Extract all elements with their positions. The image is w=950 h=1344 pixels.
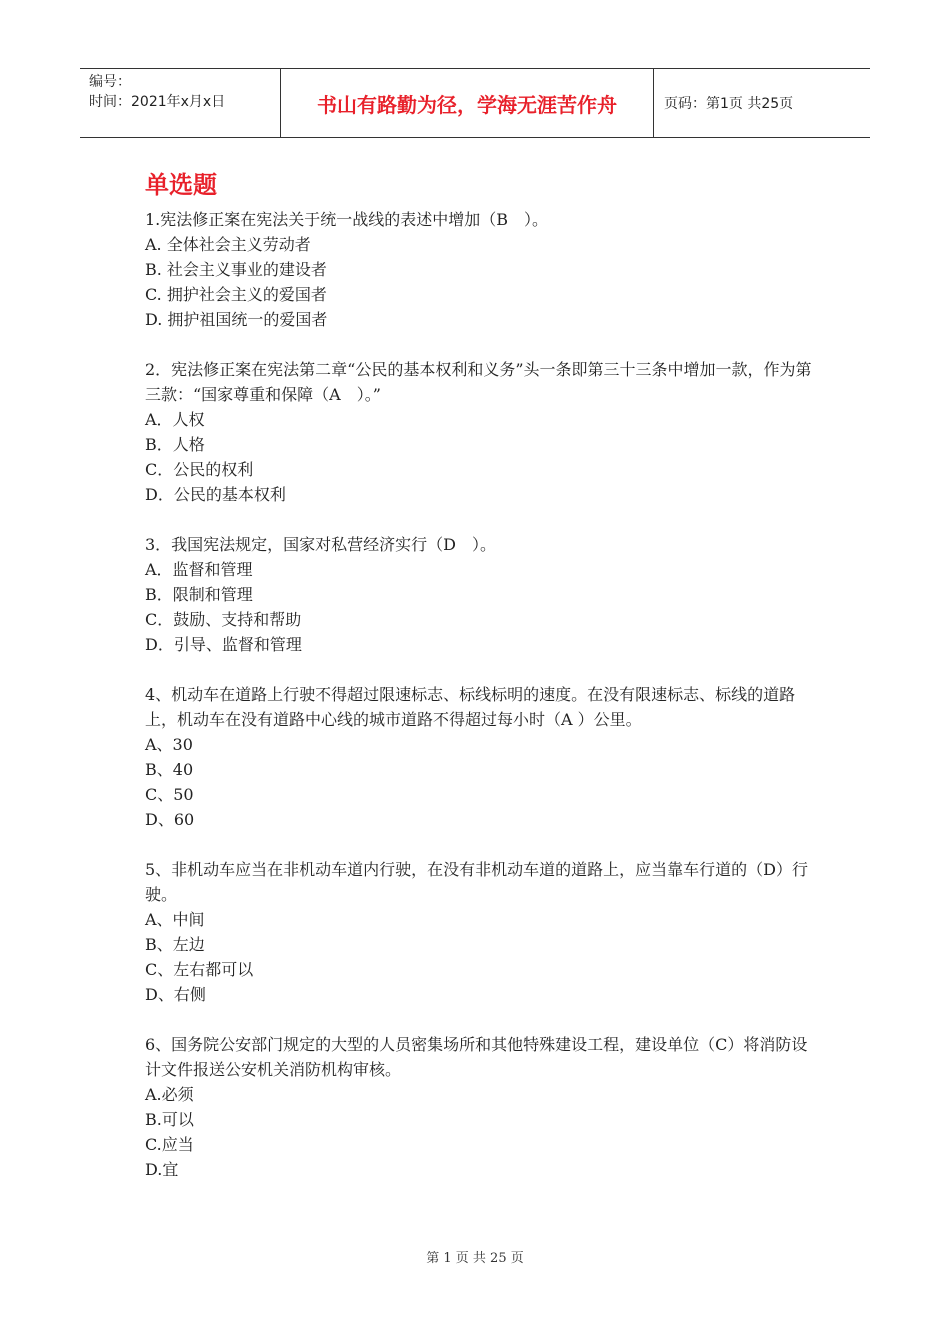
- option-c: C．公民的权利: [145, 460, 254, 479]
- question-stem: 5、非机动车应当在非机动车道内行驶，在没有非机动车道的道路上，应当靠车行道的（D）行驶。: [145, 860, 809, 904]
- question-5: [145, 857, 815, 1007]
- section-title: 单选题: [145, 170, 217, 199]
- option-c: C、50: [145, 785, 194, 804]
- option-a: A、中间: [145, 910, 205, 929]
- question-stem: 2．宪法修正案在宪法第二章“公民的基本权利和义务”头一条即第三十三条中增加一款，作为第三款：“国家尊重和保障（A ）。”: [145, 360, 812, 404]
- question-4: [145, 682, 815, 832]
- page-info: 页码：第1页 共25页: [664, 96, 794, 112]
- option-d: D．引导、监督和管理: [145, 635, 302, 654]
- question-6: [145, 1032, 815, 1182]
- motto: 书山有路勤为径，学海无涯苦作舟: [281, 69, 654, 137]
- option-b: B．限制和管理: [145, 585, 253, 604]
- option-a: A．监督和管理: [145, 560, 253, 579]
- question-stem: 4、机动车在道路上行驶不得超过限速标志、标线标明的速度。在没有限速标志、标线的道路上，机动车在没有道路中心线的城市道路不得超过每小时（A ）公里。: [145, 685, 796, 729]
- option-a: A、30: [145, 735, 193, 754]
- option-d: D. 拥护祖国统一的爱国者: [145, 310, 328, 329]
- option-b: B．人格: [145, 435, 205, 454]
- option-d: D．公民的基本权利: [145, 485, 286, 504]
- question-stem: 1.宪法修正案在宪法关于统一战线的表述中增加（B ）。: [145, 210, 549, 229]
- option-b: B、40: [145, 760, 194, 779]
- question-2: [145, 357, 815, 507]
- option-a: A. 全体社会主义劳动者: [145, 235, 311, 254]
- option-d: D.宜: [145, 1160, 179, 1179]
- option-c: C、左右都可以: [145, 960, 254, 979]
- time-label: 时间：2021年x月x日: [89, 94, 226, 110]
- option-a: A.必须: [145, 1085, 194, 1104]
- option-d: D、右侧: [145, 985, 206, 1004]
- option-c: C.应当: [145, 1135, 194, 1154]
- code-label: 编号：: [89, 74, 131, 90]
- option-b: B. 社会主义事业的建设者: [145, 260, 327, 279]
- option-b: B、左边: [145, 935, 205, 954]
- option-a: A．人权: [145, 410, 205, 429]
- question-3: [145, 532, 815, 657]
- question-list: [145, 207, 815, 1207]
- header-meta: [80, 69, 281, 137]
- option-c: C．鼓励、支持和帮助: [145, 610, 302, 629]
- question-1: [145, 207, 815, 332]
- question-stem: 6、国务院公安部门规定的大型的人员密集场所和其他特殊建设工程，建设单位（C）将消防设计文件报送公安机关消防机构审核。: [145, 1035, 808, 1079]
- option-b: B.可以: [145, 1110, 194, 1129]
- page-footer: 第 1 页 共 25 页: [426, 1251, 524, 1266]
- header-table: [80, 68, 870, 138]
- option-c: C. 拥护社会主义的爱国者: [145, 285, 327, 304]
- option-d: D、60: [145, 810, 195, 829]
- question-stem: 3．我国宪法规定，国家对私营经济实行（D ）。: [145, 535, 497, 554]
